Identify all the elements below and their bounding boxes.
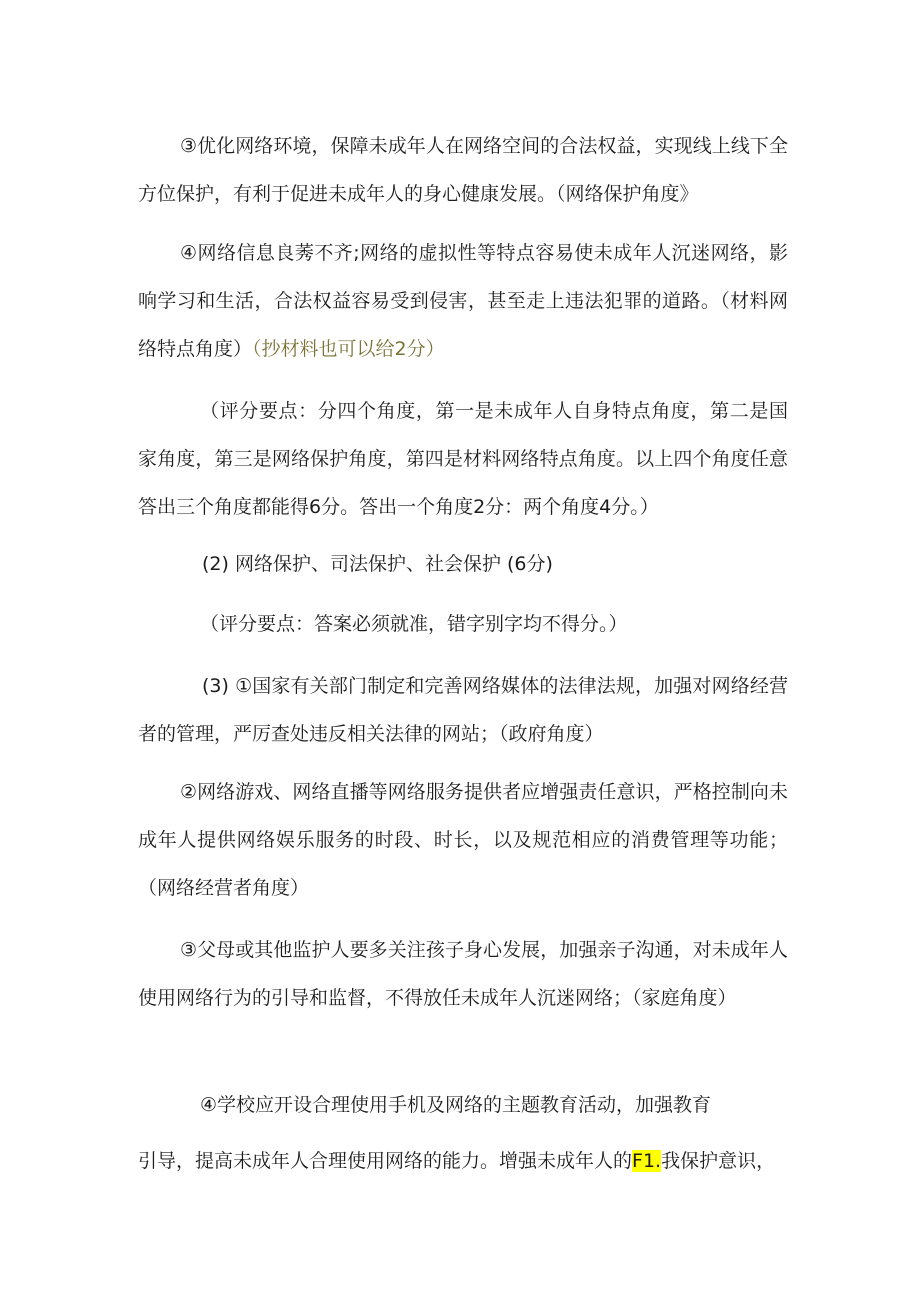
scoring-criteria-part-1: （评分要点：分四个角度，第一是未成年人自身特点角度，第二是国家角度，第三是网络保护角度，第四是材料网络特点角度。以上四个角度任意答出三个角度都能得6分。答出一个角度2分：两个角度4分。） — [138, 400, 788, 518]
answer-part-3-school-continued — [138, 1137, 788, 1185]
highlighted-text: F1. — [632, 1150, 662, 1172]
scoring-note-copy-material: （抄材料也可以给2分） — [252, 338, 445, 360]
answer-part-3-family: ③父母或其他监护人要多关注孩子身心发展，加强亲子沟通，对未成年人使用网络行为的引导和监督，不得放任未成年人沉迷网络；（家庭角度） — [138, 939, 788, 1009]
answer-part-3-school: ④学校应开设合理使用手机及网络的主题教育活动，加强教育 — [200, 1094, 712, 1116]
answer-part-2: (2) 网络保护、司法保护、社会保护 (6分) — [202, 553, 553, 575]
answer-point-3-network-environment: ③优化网络环境，保障未成年人在网络空间的合法权益，实现线上线下全方位保护，有利于促进未成年人的身心健康发展。（网络保护角度》 — [138, 135, 788, 205]
school-continued-text: 引导，提高未成年人合理使用网络的能力。增强未成年人的 — [138, 1150, 633, 1172]
answer-point-4-network-features — [138, 229, 788, 373]
school-continued-tail: 我保护意识， — [661, 1150, 776, 1172]
scoring-criteria-part-2: （评分要点：答案必须就准，错字别字均不得分。） — [200, 613, 628, 635]
answer-part-3-network-operators: ②网络游戏、网络直播等网络服务提供者应增强责任意识，严格控制向未成年人提供网络娱乐服务的时段、时长，以及规范相应的消费管理等功能；（网络经营者角度） — [138, 781, 788, 899]
answer-point-4-text: ④网络信息良莠不齐;网络的虚拟性等特点容易使未成年人沉迷网络，影响学习和生活，合法权益容易受到侵害，甚至走上违法犯罪的道路。（材料网络特点角度） — [138, 242, 788, 360]
answer-part-3-government: (3) ①国家有关部门制定和完善网络媒体的法律法规，加强对网络经营者的管理，严厉查处违反相关法律的网站；（政府角度） — [138, 675, 788, 745]
